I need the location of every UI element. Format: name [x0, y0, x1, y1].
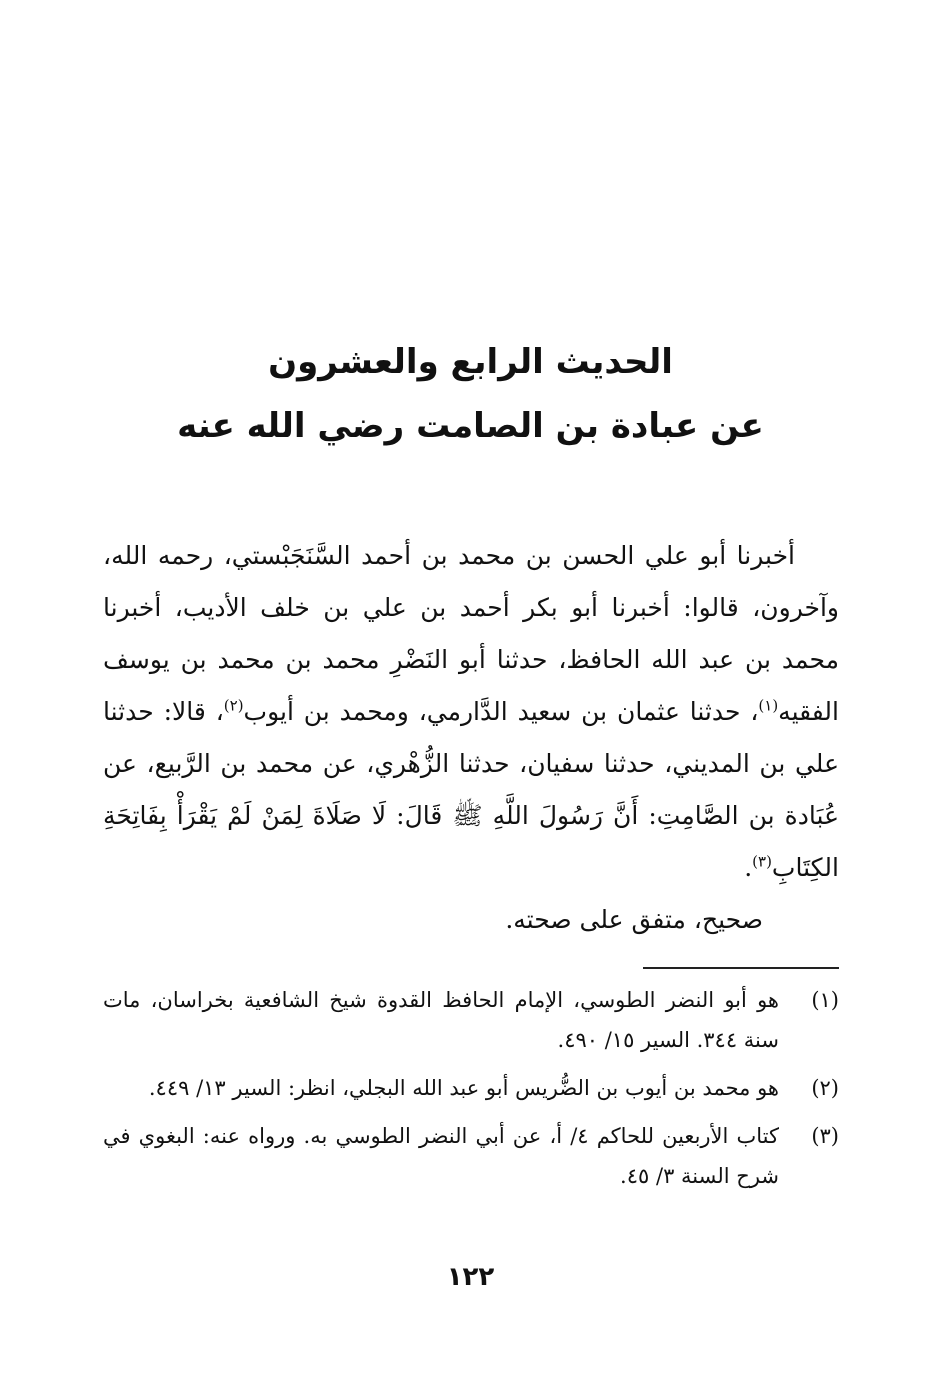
isnad-text-part-3: ، قالا: حدثنا علي بن المديني، حدثنا سفيان، حدثنا الزُّهْري، عن محمد بن الرَّبيع، عن عُبَادة بن الصَّامِتِ: أَنَّ رَسُولَ اللَّهِ ﷺ قَالَ: لَا صَلَاةَ لِمَنْ لَمْ يَقْرَأْ بِفَاتِحَةِ الكِتَابِ — [103, 697, 839, 882]
footnote-number: (٣) — [811, 1124, 839, 1148]
footnote-marker-1: (١) — [758, 696, 779, 715]
footnote-text: هو محمد بن أيوب بن الضُّريس أبو عبد الله البجلي، انظر: السير ١٣/ ٤٤٩. — [148, 1076, 779, 1100]
hadith-body — [103, 530, 839, 894]
footnotes — [103, 980, 839, 1204]
footnote-divider — [643, 967, 839, 969]
footnote-item — [103, 1116, 839, 1196]
hadith-title: الحديث الرابع والعشرون — [268, 342, 673, 382]
footnote-number: (١) — [811, 988, 839, 1012]
footnote-text: هو أبو النضر الطوسي، الإمام الحافظ القدوة شيخ الشافعية بخراسان، مات سنة ٣٤٤. السير ١٥/ ٤٩٠. — [103, 988, 779, 1052]
hadith-paragraph — [103, 530, 839, 894]
footnote-marker-3: (٣) — [752, 852, 772, 871]
footnote-item — [103, 980, 839, 1060]
footnote-marker-2: (٢) — [223, 696, 244, 715]
page-number: ١٢٢ — [446, 1262, 495, 1292]
paragraph-end: . — [744, 853, 753, 882]
isnad-text-part-2: ، حدثنا عثمان بن سعيد الدَّارمي، ومحمد بن أيوب — [243, 697, 759, 726]
hadith-verdict: صحيح، متفق على صحته. — [505, 905, 763, 934]
hadith-subtitle: عن عبادة بن الصامت رضي الله عنه — [177, 406, 764, 446]
footnote-item — [103, 1068, 839, 1108]
isnad-text-part-1: أخبرنا أبو علي الحسن بن محمد بن أحمد السَّنَجَبْستي، رحمه الله، وآخرون، قالوا: أخبرنا أبو بكر أحمد بن علي بن خلف الأديب، أخبرنا محمد بن عبد الله الحافظ، حدثنا أبو النَضْرِ محمد بن محمد بن يوسف الفقيه — [103, 541, 839, 726]
footnote-text: كتاب الأربعين للحاكم ٤/ أ، عن أبي النضر الطوسي به. ورواه عنه: البغوي في شرح السنة ٣/ ٤٥. — [103, 1124, 779, 1188]
footnote-number: (٢) — [811, 1076, 839, 1100]
heading-block — [0, 330, 941, 458]
